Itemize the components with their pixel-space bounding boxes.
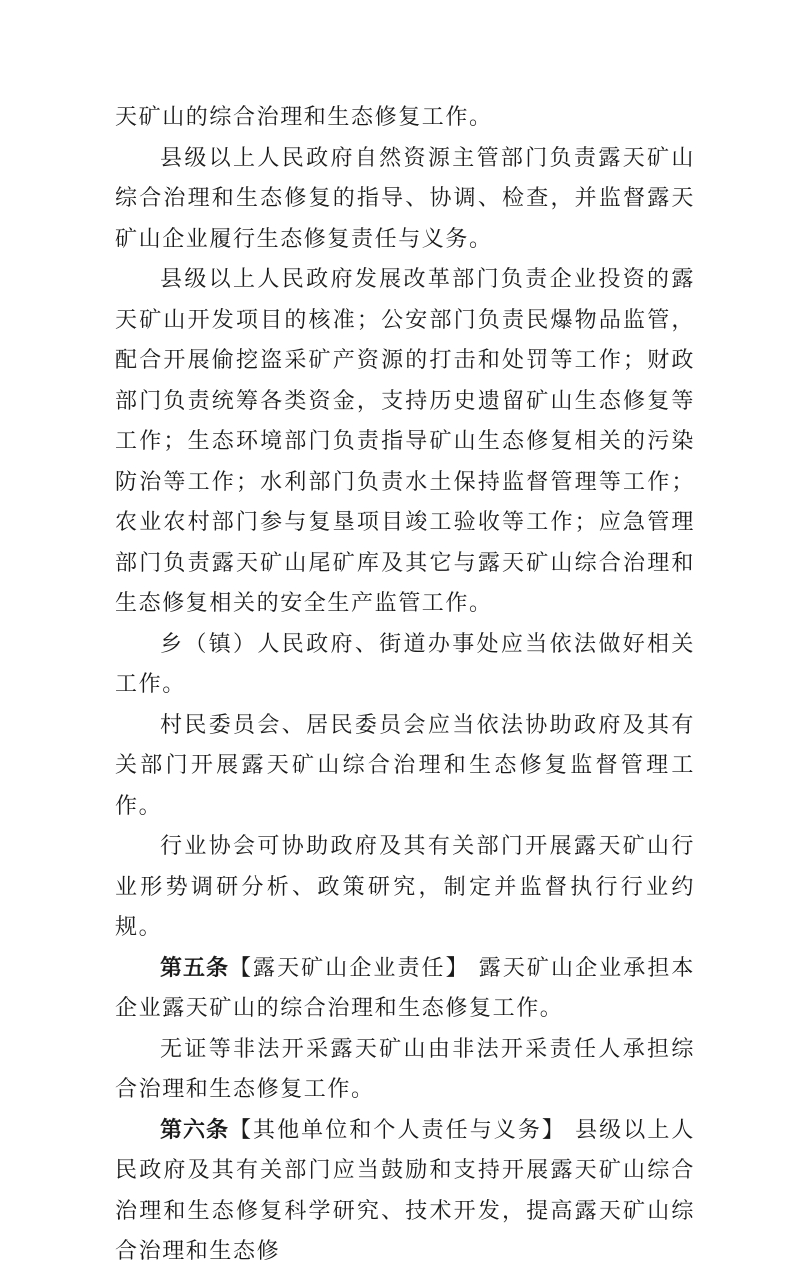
paragraph-text: 无证等非法开采露天矿山由非法开采责任人承担综合治理和生态修复工作。 xyxy=(115,1036,695,1102)
article-title: 【露天矿山企业责任】 xyxy=(228,955,470,981)
article-title: 【其他单位和个人责任与义务】 xyxy=(228,1117,567,1143)
article-paragraph xyxy=(115,1111,695,1273)
article-number: 第五条 xyxy=(160,955,229,981)
paragraph-text: 县级以上人民政府自然资源主管部门负责露天矿山综合治理和生态修复的指导、协调、检查，并监督露天矿山企业履行生态修复责任与义务。 xyxy=(115,145,695,252)
paragraph-text: 露天矿山企业承担本企业露天矿山的综合治理和生态修复工作。 xyxy=(115,955,695,1021)
paragraph xyxy=(115,139,695,261)
article-spacer xyxy=(470,956,479,981)
paragraph xyxy=(115,1030,695,1111)
document-body xyxy=(115,98,695,1273)
article-spacer xyxy=(566,1118,575,1143)
paragraph-text: 县级以上人民政府及其有关部门应当鼓励和支持开展露天矿山综合治理和生态修复科学研究、技术开发，提高露天矿山综合治理和生态修 xyxy=(115,1117,695,1264)
paragraph xyxy=(115,827,695,949)
paragraph-text: 行业协会可协助政府及其有关部门开展露天矿山行业形势调研分析、政策研究，制定并监督执行行业约规。 xyxy=(115,834,695,940)
article-number: 第六条 xyxy=(160,1117,229,1143)
paragraph xyxy=(115,260,695,625)
paragraph-text: 乡（镇）人民政府、街道办事处应当依法做好相关工作。 xyxy=(115,631,695,697)
paragraph xyxy=(115,625,695,706)
article-paragraph xyxy=(115,949,695,1030)
paragraph xyxy=(115,706,695,828)
paragraph-text: 村民委员会、居民委员会应当依法协助政府及其有关部门开展露天矿山综合治理和生态修复监督管理工作。 xyxy=(115,712,695,819)
paragraph-continuation xyxy=(115,98,695,139)
paragraph-text: 县级以上人民政府发展改革部门负责企业投资的露天矿山开发项目的核准；公安部门负责民爆物品监管，配合开展偷挖盗采矿产资源的打击和处罚等工作；财政部门负责统筹各类资金，支持历史遗留矿山生态修复等工作；生态环境部门负责指导矿山生态修复相关的污染防治等工作；水利部门负责水土保持监督管理等工作；农业农村部门参与复垦项目竣工验收等工作；应急管理部门负责露天矿山尾矿库及其它与露天矿山综合治理和生态修复相关的安全生产监管工作。 xyxy=(115,267,695,616)
paragraph-text: 天矿山的综合治理和生态修复工作。 xyxy=(115,105,493,130)
